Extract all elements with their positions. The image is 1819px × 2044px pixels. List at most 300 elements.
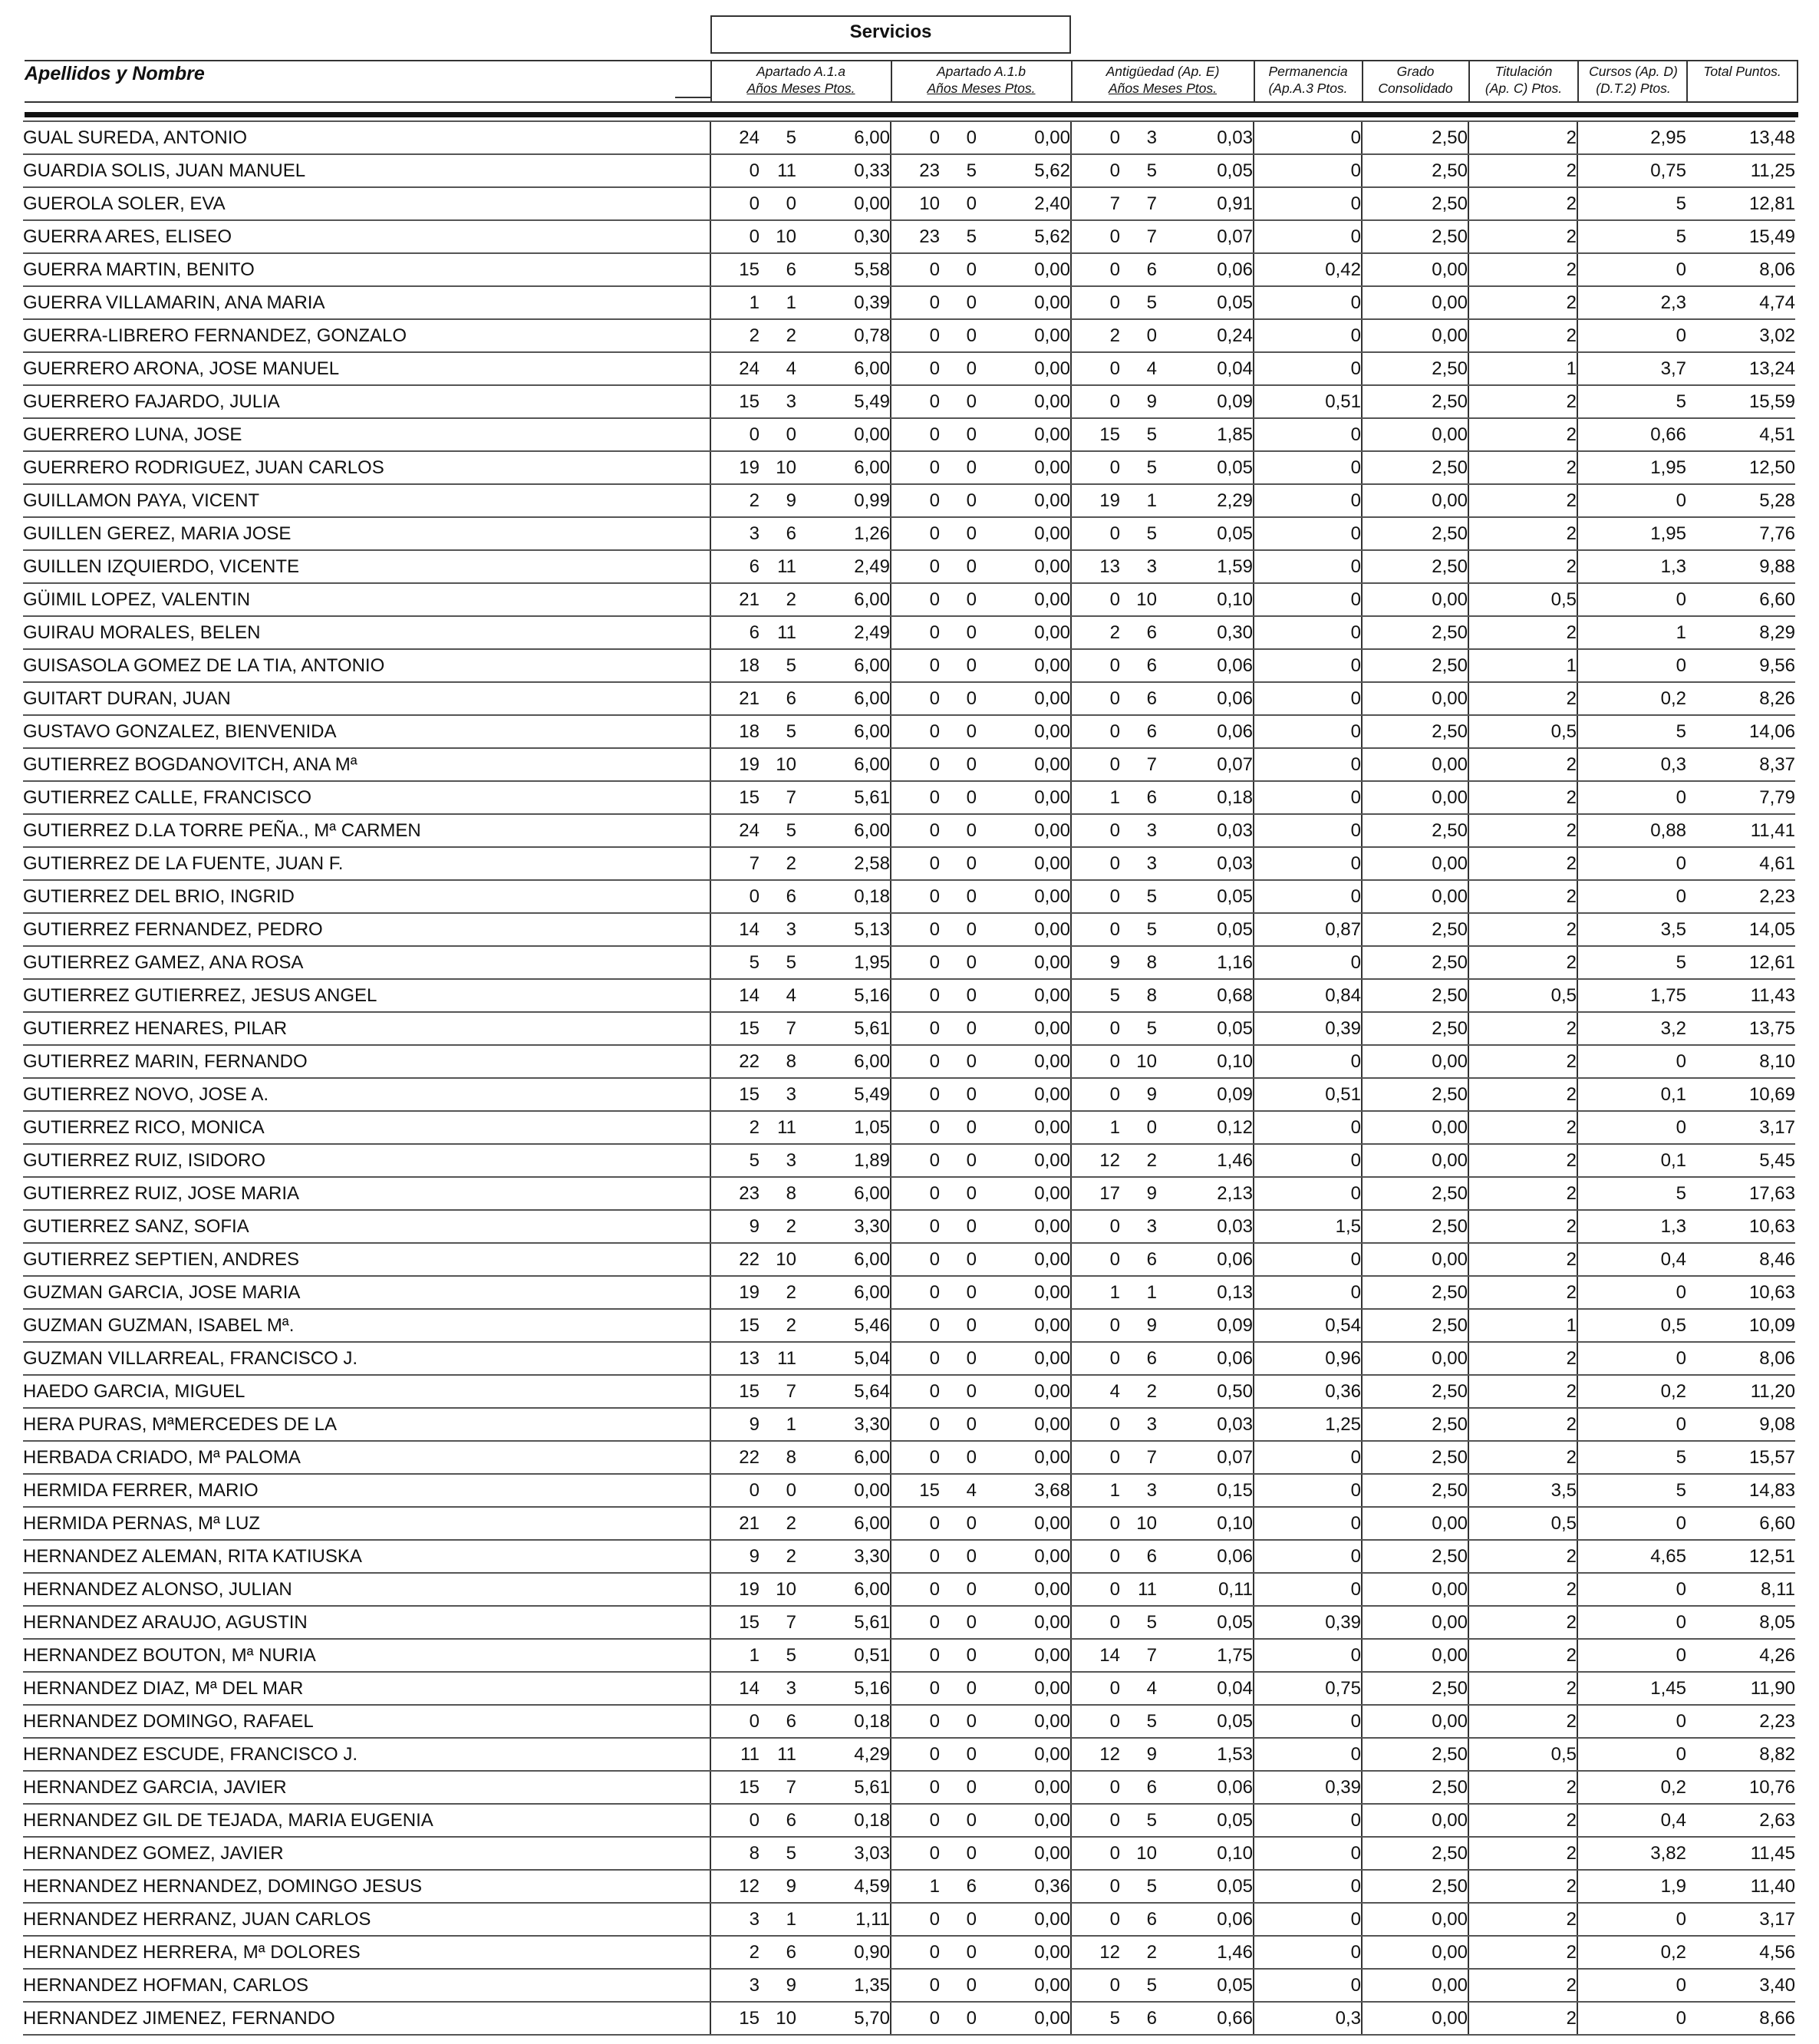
antiguedad-ptos-cell: 1,75 bbox=[1157, 1639, 1254, 1672]
name-cell: GUSTAVO GONZALEZ, BIENVENIDA bbox=[23, 715, 710, 748]
antiguedad-ptos-cell: 0,05 bbox=[1157, 1870, 1254, 1903]
antiguedad-ptos-cell: 0,05 bbox=[1157, 1804, 1254, 1837]
a1a-ptos-cell: 5,46 bbox=[796, 1309, 891, 1342]
antiguedad-meses-cell: 5 bbox=[1120, 418, 1157, 451]
cursos-cell: 0 bbox=[1577, 880, 1686, 913]
name-cell: HERMIDA FERRER, MARIO bbox=[23, 1474, 710, 1507]
a1a-ptos-cell: 1,05 bbox=[796, 1111, 891, 1144]
permanencia-cell: 0,75 bbox=[1254, 1672, 1362, 1705]
name-cell: HERNANDEZ GIL DE TEJADA, MARIA EUGENIA bbox=[23, 1804, 710, 1837]
antiguedad-anos-cell: 0 bbox=[1071, 583, 1120, 616]
a1b-ptos-cell: 0,00 bbox=[977, 286, 1071, 319]
titulacion-cell: 2 bbox=[1468, 385, 1577, 418]
a1a-anos-cell: 5 bbox=[710, 1144, 760, 1177]
antiguedad-meses-cell: 3 bbox=[1120, 847, 1157, 880]
titulacion-cell: 2 bbox=[1468, 1375, 1577, 1408]
cursos-header bbox=[1579, 63, 1688, 97]
a1b-meses-cell: 0 bbox=[940, 1738, 977, 1771]
a1b-meses-cell: 5 bbox=[940, 154, 977, 187]
grado-cell: 2,50 bbox=[1362, 1276, 1468, 1309]
antiguedad-anos-cell: 0 bbox=[1071, 1771, 1120, 1804]
a1a-ptos-cell: 5,16 bbox=[796, 979, 891, 1012]
antiguedad-meses-cell: 6 bbox=[1120, 1903, 1157, 1936]
a1a-meses-cell: 6 bbox=[760, 1936, 796, 1969]
titulacion-cell: 2 bbox=[1468, 187, 1577, 220]
antiguedad-ptos-cell: 2,29 bbox=[1157, 484, 1254, 517]
antiguedad-anos-cell: 0 bbox=[1071, 1408, 1120, 1441]
total-cell: 2,23 bbox=[1686, 1705, 1795, 1738]
permanencia-cell: 0 bbox=[1254, 682, 1362, 715]
a1b-anos-cell: 0 bbox=[891, 451, 940, 484]
antiguedad-anos-cell: 0 bbox=[1071, 286, 1120, 319]
table-row bbox=[23, 1903, 1795, 1936]
grado-cell: 0,00 bbox=[1362, 781, 1468, 814]
total-cell: 14,05 bbox=[1686, 913, 1795, 946]
antiguedad-meses-cell: 4 bbox=[1120, 1672, 1157, 1705]
a1b-anos-cell: 0 bbox=[891, 1573, 940, 1606]
a1a-ptos-cell: 0,00 bbox=[796, 418, 891, 451]
cursos-cell: 3,2 bbox=[1577, 1012, 1686, 1045]
table-row bbox=[23, 550, 1795, 583]
grado-cell: 0,00 bbox=[1362, 1507, 1468, 1540]
a1a-meses-cell: 3 bbox=[760, 913, 796, 946]
antiguedad-meses-cell: 10 bbox=[1120, 1837, 1157, 1870]
table-row bbox=[23, 1969, 1795, 2002]
a1b-ptos-cell: 0,00 bbox=[977, 1408, 1071, 1441]
antiguedad-ptos-cell: 1,53 bbox=[1157, 1738, 1254, 1771]
grado-cell: 0,00 bbox=[1362, 1639, 1468, 1672]
antiguedad-meses-cell: 5 bbox=[1120, 1969, 1157, 2002]
a1b-meses-cell: 0 bbox=[940, 1573, 977, 1606]
a1a-anos-cell: 2 bbox=[710, 484, 760, 517]
cursos-cell: 4,65 bbox=[1577, 1540, 1686, 1573]
antiguedad-meses-cell: 10 bbox=[1120, 1045, 1157, 1078]
a1b-ptos-cell: 0,00 bbox=[977, 385, 1071, 418]
antiguedad-meses-cell: 7 bbox=[1120, 187, 1157, 220]
name-cell: GUTIERREZ DE LA FUENTE, JUAN F. bbox=[23, 847, 710, 880]
grado-cell: 2,50 bbox=[1362, 121, 1468, 154]
cursos-cell: 0 bbox=[1577, 847, 1686, 880]
a1a-ptos-cell: 6,00 bbox=[796, 748, 891, 781]
a1b-meses-cell: 0 bbox=[940, 517, 977, 550]
antiguedad-meses-cell: 6 bbox=[1120, 1771, 1157, 1804]
a1a-meses-cell: 11 bbox=[760, 154, 796, 187]
antiguedad-anos-cell: 0 bbox=[1071, 1672, 1120, 1705]
a1b-anos-cell: 15 bbox=[891, 1474, 940, 1507]
a1b-anos-cell: 0 bbox=[891, 1639, 940, 1672]
a1a-meses-cell: 7 bbox=[760, 1012, 796, 1045]
antiguedad-ptos-cell: 0,06 bbox=[1157, 1243, 1254, 1276]
titulacion-cell: 2 bbox=[1468, 847, 1577, 880]
grado-cell: 0,00 bbox=[1362, 1144, 1468, 1177]
permanencia-cell: 0 bbox=[1254, 1276, 1362, 1309]
a1a-anos-cell: 3 bbox=[710, 1903, 760, 1936]
titulacion-cell: 2 bbox=[1468, 1078, 1577, 1111]
antiguedad-meses-cell: 0 bbox=[1120, 319, 1157, 352]
antiguedad-ptos-cell: 0,66 bbox=[1157, 2002, 1254, 2035]
a1b-meses-cell: 5 bbox=[940, 220, 977, 253]
table-row bbox=[23, 1111, 1795, 1144]
titulacion-cell: 1 bbox=[1468, 1309, 1577, 1342]
a1b-anos-cell: 0 bbox=[891, 550, 940, 583]
cursos-cell: 0,2 bbox=[1577, 1771, 1686, 1804]
a1b-header bbox=[892, 63, 1070, 97]
table-row bbox=[23, 1639, 1795, 1672]
cursos-cell: 0 bbox=[1577, 1639, 1686, 1672]
a1a-anos-cell: 19 bbox=[710, 748, 760, 781]
total-cell: 12,50 bbox=[1686, 451, 1795, 484]
table-row bbox=[23, 1441, 1795, 1474]
a1b-anos-cell: 0 bbox=[891, 1936, 940, 1969]
permanencia-cell: 0 bbox=[1254, 1969, 1362, 2002]
antiguedad-anos-cell: 1 bbox=[1071, 1276, 1120, 1309]
permanencia-cell: 0 bbox=[1254, 484, 1362, 517]
table-row bbox=[23, 517, 1795, 550]
a1b-anos-cell: 0 bbox=[891, 286, 940, 319]
antiguedad-ptos-cell: 0,12 bbox=[1157, 1111, 1254, 1144]
antiguedad-ptos-cell: 0,05 bbox=[1157, 1012, 1254, 1045]
a1a-ptos-cell: 2,58 bbox=[796, 847, 891, 880]
grado-cell: 0,00 bbox=[1362, 253, 1468, 286]
cursos-cell: 5 bbox=[1577, 220, 1686, 253]
a1a-anos-cell: 22 bbox=[710, 1045, 760, 1078]
a1b-meses-cell: 0 bbox=[940, 1177, 977, 1210]
a1b-anos-cell: 0 bbox=[891, 814, 940, 847]
grado-header-line2: Consolidado bbox=[1378, 81, 1453, 96]
a1a-anos-cell: 15 bbox=[710, 385, 760, 418]
a1a-anos-cell: 22 bbox=[710, 1243, 760, 1276]
a1b-meses-cell: 0 bbox=[940, 748, 977, 781]
a1a-meses-cell: 5 bbox=[760, 715, 796, 748]
antiguedad-ptos-cell: 0,05 bbox=[1157, 1969, 1254, 2002]
a1b-anos-cell: 0 bbox=[891, 1606, 940, 1639]
name-cell: GUTIERREZ D.LA TORRE PEÑA., Mª CARMEN bbox=[23, 814, 710, 847]
a1b-meses-cell: 0 bbox=[940, 1507, 977, 1540]
a1b-meses-cell: 0 bbox=[940, 319, 977, 352]
a1b-ptos-cell: 0,00 bbox=[977, 1837, 1071, 1870]
grado-cell: 2,50 bbox=[1362, 1870, 1468, 1903]
a1b-meses-cell: 0 bbox=[940, 1342, 977, 1375]
name-cell: HERNANDEZ JIMENEZ, FERNANDO bbox=[23, 2002, 710, 2035]
grado-cell: 0,00 bbox=[1362, 682, 1468, 715]
a1a-anos-cell: 1 bbox=[710, 1639, 760, 1672]
grado-cell: 2,50 bbox=[1362, 517, 1468, 550]
antiguedad-meses-cell: 5 bbox=[1120, 1705, 1157, 1738]
table-row bbox=[23, 1738, 1795, 1771]
cursos-cell: 1,3 bbox=[1577, 550, 1686, 583]
a1a-meses-cell: 5 bbox=[760, 121, 796, 154]
table-row bbox=[23, 220, 1795, 253]
a1a-meses-cell: 10 bbox=[760, 2002, 796, 2035]
antiguedad-anos-cell: 5 bbox=[1071, 2002, 1120, 2035]
permanencia-cell: 0,42 bbox=[1254, 253, 1362, 286]
a1a-ptos-cell: 5,70 bbox=[796, 2002, 891, 2035]
a1a-ptos-cell: 1,26 bbox=[796, 517, 891, 550]
permanencia-cell: 0,51 bbox=[1254, 1078, 1362, 1111]
table-row bbox=[23, 1408, 1795, 1441]
table-row bbox=[23, 880, 1795, 913]
antiguedad-anos-cell: 0 bbox=[1071, 1507, 1120, 1540]
a1b-ptos-cell: 0,00 bbox=[977, 979, 1071, 1012]
a1a-anos-cell: 19 bbox=[710, 1276, 760, 1309]
table-row bbox=[23, 715, 1795, 748]
a1b-anos-cell: 0 bbox=[891, 1771, 940, 1804]
grado-cell: 0,00 bbox=[1362, 319, 1468, 352]
antiguedad-anos-cell: 7 bbox=[1071, 187, 1120, 220]
a1b-meses-cell: 0 bbox=[940, 1441, 977, 1474]
table-row bbox=[23, 1045, 1795, 1078]
total-cell: 13,24 bbox=[1686, 352, 1795, 385]
a1a-ptos-cell: 5,61 bbox=[796, 781, 891, 814]
cursos-cell: 0,1 bbox=[1577, 1144, 1686, 1177]
titulacion-cell: 1 bbox=[1468, 352, 1577, 385]
cursos-header-line2: (D.T.2) Ptos. bbox=[1596, 81, 1671, 96]
permanencia-cell: 0 bbox=[1254, 583, 1362, 616]
a1b-ptos-cell: 0,00 bbox=[977, 1276, 1071, 1309]
permanencia-cell: 0 bbox=[1254, 1144, 1362, 1177]
grado-cell: 0,00 bbox=[1362, 1903, 1468, 1936]
antiguedad-ptos-cell: 0,06 bbox=[1157, 1342, 1254, 1375]
name-cell: GUZMAN VILLARREAL, FRANCISCO J. bbox=[23, 1342, 710, 1375]
grado-cell: 2,50 bbox=[1362, 220, 1468, 253]
a1a-meses-cell: 5 bbox=[760, 946, 796, 979]
cursos-cell: 0 bbox=[1577, 319, 1686, 352]
total-cell: 12,81 bbox=[1686, 187, 1795, 220]
grado-cell: 0,00 bbox=[1362, 583, 1468, 616]
grado-cell: 2,50 bbox=[1362, 451, 1468, 484]
permanencia-header-line1: Permanencia bbox=[1268, 64, 1348, 79]
a1a-ptos-cell: 6,00 bbox=[796, 1441, 891, 1474]
a1a-ptos-cell: 6,00 bbox=[796, 1177, 891, 1210]
a1a-meses-cell: 6 bbox=[760, 1804, 796, 1837]
antiguedad-ptos-cell: 0,91 bbox=[1157, 187, 1254, 220]
a1b-ptos-cell: 0,00 bbox=[977, 1309, 1071, 1342]
a1a-meses-cell: 8 bbox=[760, 1045, 796, 1078]
titulacion-cell: 2 bbox=[1468, 1639, 1577, 1672]
antiguedad-ptos-cell: 0,68 bbox=[1157, 979, 1254, 1012]
cursos-header-line1: Cursos (Ap. D) bbox=[1589, 64, 1678, 79]
titulacion-cell: 0,5 bbox=[1468, 715, 1577, 748]
name-cell: GUZMAN GARCIA, JOSE MARIA bbox=[23, 1276, 710, 1309]
titulacion-cell: 2 bbox=[1468, 682, 1577, 715]
titulacion-cell: 2 bbox=[1468, 1111, 1577, 1144]
grado-cell: 0,00 bbox=[1362, 880, 1468, 913]
name-cell: GUTIERREZ FERNANDEZ, PEDRO bbox=[23, 913, 710, 946]
table-row bbox=[23, 1837, 1795, 1870]
total-cell: 13,48 bbox=[1686, 121, 1795, 154]
antiguedad-meses-cell: 6 bbox=[1120, 1342, 1157, 1375]
a1a-anos-cell: 19 bbox=[710, 451, 760, 484]
antiguedad-anos-cell: 0 bbox=[1071, 880, 1120, 913]
a1b-meses-cell: 0 bbox=[940, 814, 977, 847]
permanencia-cell: 0 bbox=[1254, 517, 1362, 550]
cursos-cell: 0,2 bbox=[1577, 1936, 1686, 1969]
a1a-anos-cell: 7 bbox=[710, 847, 760, 880]
antiguedad-ptos-cell: 0,50 bbox=[1157, 1375, 1254, 1408]
total-header bbox=[1689, 63, 1795, 80]
permanencia-cell: 0 bbox=[1254, 286, 1362, 319]
a1b-ptos-cell: 0,00 bbox=[977, 121, 1071, 154]
titulacion-cell: 0,5 bbox=[1468, 583, 1577, 616]
a1a-meses-cell: 10 bbox=[760, 1573, 796, 1606]
total-header-line1: Total Puntos. bbox=[1703, 64, 1781, 79]
titulacion-cell: 2 bbox=[1468, 1969, 1577, 2002]
antiguedad-meses-cell: 5 bbox=[1120, 286, 1157, 319]
a1a-ptos-cell: 5,61 bbox=[796, 1606, 891, 1639]
table-row bbox=[23, 1870, 1795, 1903]
cursos-cell: 1 bbox=[1577, 616, 1686, 649]
name-cell: GUERRA-LIBRERO FERNANDEZ, GONZALO bbox=[23, 319, 710, 352]
a1a-anos-cell: 12 bbox=[710, 1870, 760, 1903]
a1b-ptos-cell: 0,00 bbox=[977, 1705, 1071, 1738]
antiguedad-ptos-cell: 0,07 bbox=[1157, 1441, 1254, 1474]
a1a-meses-cell: 2 bbox=[760, 847, 796, 880]
permanencia-cell: 0,51 bbox=[1254, 385, 1362, 418]
grado-cell: 0,00 bbox=[1362, 1705, 1468, 1738]
cursos-cell: 0 bbox=[1577, 253, 1686, 286]
permanencia-cell: 1,5 bbox=[1254, 1210, 1362, 1243]
a1b-ptos-cell: 0,00 bbox=[977, 715, 1071, 748]
table-row bbox=[23, 1276, 1795, 1309]
name-cell: GUTIERREZ BOGDANOVITCH, ANA Mª bbox=[23, 748, 710, 781]
a1b-ptos-cell: 0,36 bbox=[977, 1870, 1071, 1903]
total-cell: 11,43 bbox=[1686, 979, 1795, 1012]
a1a-ptos-cell: 0,18 bbox=[796, 880, 891, 913]
cursos-cell: 5 bbox=[1577, 187, 1686, 220]
a1a-anos-cell: 15 bbox=[710, 1606, 760, 1639]
antiguedad-ptos-cell: 0,06 bbox=[1157, 1903, 1254, 1936]
table-row bbox=[23, 2002, 1795, 2035]
antiguedad-meses-cell: 3 bbox=[1120, 1408, 1157, 1441]
total-cell: 4,74 bbox=[1686, 286, 1795, 319]
a1b-ptos-cell: 0,00 bbox=[977, 253, 1071, 286]
a1b-anos-cell: 0 bbox=[891, 1903, 940, 1936]
cursos-cell: 0,2 bbox=[1577, 682, 1686, 715]
permanencia-cell: 0 bbox=[1254, 187, 1362, 220]
antiguedad-ptos-cell: 0,05 bbox=[1157, 913, 1254, 946]
a1b-anos-cell: 23 bbox=[891, 220, 940, 253]
a1a-anos-cell: 15 bbox=[710, 781, 760, 814]
a1a-ptos-cell: 3,03 bbox=[796, 1837, 891, 1870]
table-row bbox=[23, 748, 1795, 781]
a1b-ptos-cell: 0,00 bbox=[977, 1441, 1071, 1474]
antiguedad-anos-cell: 0 bbox=[1071, 385, 1120, 418]
a1a-ptos-cell: 0,78 bbox=[796, 319, 891, 352]
titulacion-cell: 2 bbox=[1468, 1606, 1577, 1639]
antiguedad-ptos-cell: 0,05 bbox=[1157, 451, 1254, 484]
a1a-anos-cell: 15 bbox=[710, 253, 760, 286]
a1b-ptos-cell: 0,00 bbox=[977, 1210, 1071, 1243]
a1b-ptos-cell: 0,00 bbox=[977, 319, 1071, 352]
a1a-meses-cell: 2 bbox=[760, 319, 796, 352]
name-cell: GUILLEN GEREZ, MARIA JOSE bbox=[23, 517, 710, 550]
table-row bbox=[23, 1243, 1795, 1276]
name-cell: GUISASOLA GOMEZ DE LA TIA, ANTONIO bbox=[23, 649, 710, 682]
a1a-ptos-cell: 6,00 bbox=[796, 649, 891, 682]
antiguedad-anos-cell: 2 bbox=[1071, 616, 1120, 649]
antiguedad-ptos-cell: 0,06 bbox=[1157, 1540, 1254, 1573]
cursos-cell: 0 bbox=[1577, 1507, 1686, 1540]
a1b-anos-cell: 0 bbox=[891, 1738, 940, 1771]
titulacion-cell: 2 bbox=[1468, 946, 1577, 979]
antiguedad-anos-cell: 0 bbox=[1071, 1012, 1120, 1045]
cursos-cell: 1,3 bbox=[1577, 1210, 1686, 1243]
a1b-anos-cell: 0 bbox=[891, 1375, 940, 1408]
antiguedad-meses-cell: 6 bbox=[1120, 1540, 1157, 1573]
permanencia-cell: 1,25 bbox=[1254, 1408, 1362, 1441]
a1b-ptos-cell: 0,00 bbox=[977, 1540, 1071, 1573]
antiguedad-ptos-cell: 0,24 bbox=[1157, 319, 1254, 352]
total-cell: 11,25 bbox=[1686, 154, 1795, 187]
titulacion-cell: 2 bbox=[1468, 484, 1577, 517]
grado-cell: 0,00 bbox=[1362, 847, 1468, 880]
grado-cell: 2,50 bbox=[1362, 1441, 1468, 1474]
table-row bbox=[23, 649, 1795, 682]
cursos-cell: 5 bbox=[1577, 1441, 1686, 1474]
grado-cell: 2,50 bbox=[1362, 1738, 1468, 1771]
a1a-ptos-cell: 6,00 bbox=[796, 682, 891, 715]
a1b-ptos-cell: 0,00 bbox=[977, 1771, 1071, 1804]
scores-table bbox=[23, 120, 1795, 2036]
antiguedad-meses-cell: 2 bbox=[1120, 1375, 1157, 1408]
antiguedad-ptos-cell: 0,09 bbox=[1157, 385, 1254, 418]
permanencia-cell: 0 bbox=[1254, 1540, 1362, 1573]
table-row bbox=[23, 1573, 1795, 1606]
permanencia-cell: 0 bbox=[1254, 220, 1362, 253]
table-row bbox=[23, 1474, 1795, 1507]
permanencia-header-line2: (Ap.A.3 Ptos. bbox=[1268, 81, 1348, 96]
total-cell: 5,45 bbox=[1686, 1144, 1795, 1177]
antiguedad-meses-cell: 1 bbox=[1120, 1276, 1157, 1309]
a1b-meses-cell: 0 bbox=[940, 1804, 977, 1837]
a1b-anos-cell: 0 bbox=[891, 583, 940, 616]
grado-cell: 0,00 bbox=[1362, 1936, 1468, 1969]
cursos-cell: 0 bbox=[1577, 484, 1686, 517]
a1b-meses-cell: 0 bbox=[940, 550, 977, 583]
antiguedad-ptos-cell: 0,09 bbox=[1157, 1309, 1254, 1342]
antiguedad-meses-cell: 1 bbox=[1120, 484, 1157, 517]
a1a-meses-cell: 3 bbox=[760, 1672, 796, 1705]
antiguedad-ptos-cell: 0,05 bbox=[1157, 1606, 1254, 1639]
name-cell: HERNANDEZ HERRANZ, JUAN CARLOS bbox=[23, 1903, 710, 1936]
a1a-meses-cell: 2 bbox=[760, 583, 796, 616]
antiguedad-anos-cell: 19 bbox=[1071, 484, 1120, 517]
antiguedad-ptos-cell: 0,05 bbox=[1157, 880, 1254, 913]
table-row bbox=[23, 913, 1795, 946]
a1b-ptos-cell: 0,00 bbox=[977, 1342, 1071, 1375]
antiguedad-anos-cell: 15 bbox=[1071, 418, 1120, 451]
a1a-ptos-cell: 0,33 bbox=[796, 154, 891, 187]
a1a-meses-cell: 6 bbox=[760, 880, 796, 913]
a1a-meses-cell: 6 bbox=[760, 682, 796, 715]
table-row bbox=[23, 352, 1795, 385]
a1a-meses-cell: 6 bbox=[760, 517, 796, 550]
permanencia-cell: 0 bbox=[1254, 1111, 1362, 1144]
antiguedad-meses-cell: 10 bbox=[1120, 1507, 1157, 1540]
a1a-anos-cell: 14 bbox=[710, 913, 760, 946]
antiguedad-ptos-cell: 1,85 bbox=[1157, 418, 1254, 451]
table-row bbox=[23, 451, 1795, 484]
a1b-ptos-cell: 0,00 bbox=[977, 517, 1071, 550]
antiguedad-anos-cell: 0 bbox=[1071, 1441, 1120, 1474]
a1b-ptos-cell: 0,00 bbox=[977, 1969, 1071, 2002]
a1a-meses-cell: 5 bbox=[760, 1837, 796, 1870]
a1a-ptos-cell: 1,95 bbox=[796, 946, 891, 979]
antiguedad-anos-cell: 0 bbox=[1071, 814, 1120, 847]
grado-cell: 0,00 bbox=[1362, 418, 1468, 451]
titulacion-cell: 2 bbox=[1468, 286, 1577, 319]
a1b-ptos-cell: 0,00 bbox=[977, 1573, 1071, 1606]
